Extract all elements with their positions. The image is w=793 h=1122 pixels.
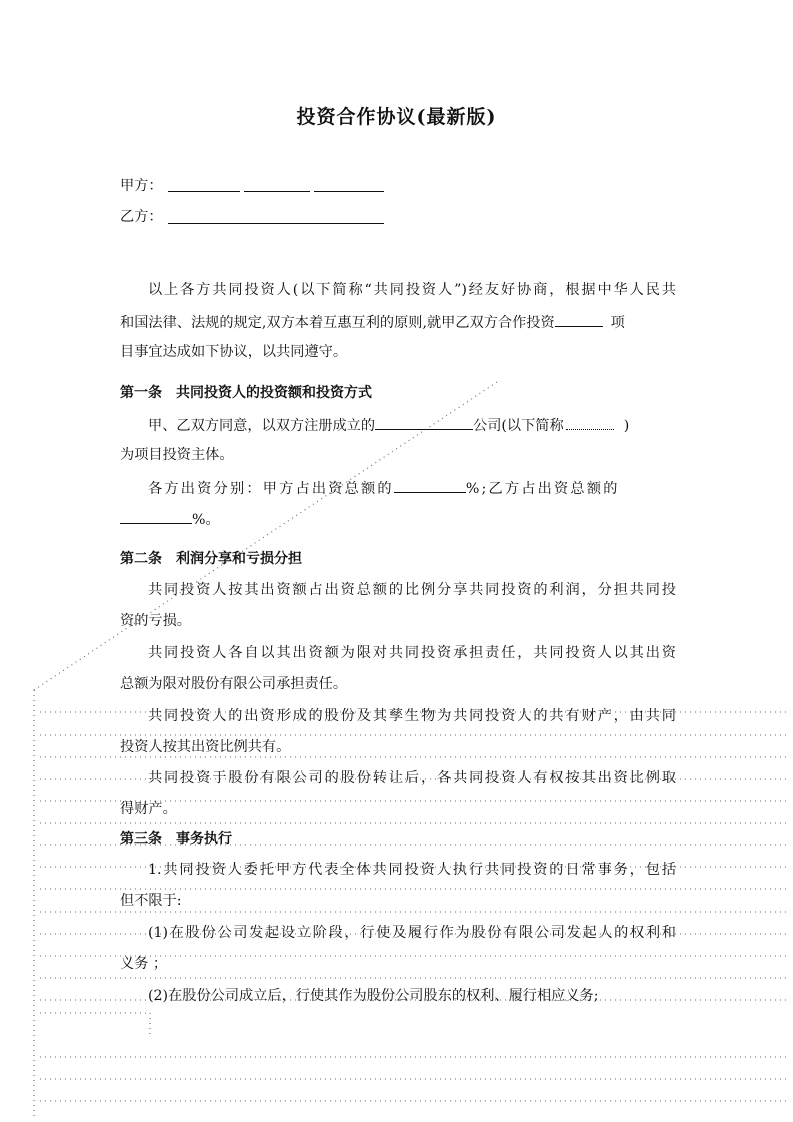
article-2-p4-line-2: 得财产。: [120, 801, 177, 817]
preamble-line-2: [120, 311, 676, 333]
article-2-p2-line-1: 共同投资人各自以其出资额为限对共同投资承担责任，共同投资人以其出资: [148, 645, 676, 661]
party-a-percent-blank: [394, 477, 466, 493]
article-3-heading: 第三条 事务执行: [120, 831, 232, 847]
article-2-p1-line-1: 共同投资人按其出资额占出资总额的比例分享共同投资的利润，分担共同投: [148, 582, 676, 598]
party-a-row: [120, 176, 676, 196]
party-a-blank-3: [314, 191, 384, 192]
article-2-p1-line-2: 资的亏损。: [120, 613, 191, 629]
article-1-heading: 第一条 共同投资人的投资额和投资方式: [120, 385, 372, 401]
document-title: 投资合作协议(最新版): [296, 106, 497, 128]
company-name-blank: [375, 414, 473, 430]
article-1-text: ): [623, 418, 630, 434]
article-1-text: 甲、乙双方同意，以双方注册成立的: [148, 418, 376, 434]
party-b-row: [120, 207, 676, 227]
article-3-p2-line-2: 义务 ；: [120, 956, 168, 972]
article-1-p1-line-1: [120, 414, 676, 436]
party-a-label: 甲方：: [120, 178, 163, 194]
project-blank: [555, 311, 603, 327]
preamble-text: 和国法律、法规的规定,双方本着互惠互利的原则,就甲乙双方合作投资: [120, 315, 555, 331]
article-1-text: 公司(以下简称: [473, 418, 564, 434]
party-b-percent-blank: [120, 508, 192, 524]
article-3-p1-line-1: 1.共同投资人委托甲方代表全体共同投资人执行共同投资的日常事务，包括: [148, 862, 676, 878]
party-a-blank-2: [244, 191, 310, 192]
article-1-text: %。: [192, 512, 220, 528]
article-3-p2-line-1: (1)在股份公司发起设立阶段，行使及履行作为股份有限公司发起人的权利和: [148, 925, 676, 941]
party-b-label: 乙方：: [120, 209, 163, 225]
article-2-heading: 第二条 利润分享和亏损分担: [120, 551, 302, 567]
article-3-p3-line-1: (2)在股份公司成立后，行使其作为股份公司股东的权利、履行相应义务;: [148, 988, 599, 1004]
preamble-line-3: 目事宜达成如下协议，以共同遵守。: [120, 344, 348, 360]
short-name-blank: [566, 414, 614, 430]
article-2-p4-line-1: 共同投资于股份有限公司的股份转让后，各共同投资人有权按其出资比例取: [148, 770, 676, 786]
article-3-p1-line-2: 但不限于:: [120, 893, 182, 909]
article-1-p2-line-1: [120, 477, 676, 499]
article-1-p1-line-2: 为项目投资主体。: [120, 447, 234, 463]
article-1-text: %;乙方占出资总额的: [465, 481, 620, 497]
article-2-p3-line-2: 投资人按其出资比例共有。: [120, 739, 291, 755]
preamble-line-1: 以上各方共同投资人(以下简称“共同投资人”)经友好协商，根据中华人民共: [148, 282, 676, 298]
article-2-p2-line-2: 总额为限对股份有限公司承担责任。: [120, 676, 348, 692]
article-1-p2-line-2: [120, 508, 676, 530]
preamble-text-end: 项: [610, 315, 625, 331]
article-2-p3-line-1: 共同投资人的出资形成的股份及其孳生物为共同投资人的共有财产，由共同: [148, 708, 676, 724]
party-a-blank-1: [168, 191, 240, 192]
article-1-text: 各方出资分别：甲方占出资总额的: [148, 481, 394, 497]
party-b-blank: [168, 223, 384, 224]
